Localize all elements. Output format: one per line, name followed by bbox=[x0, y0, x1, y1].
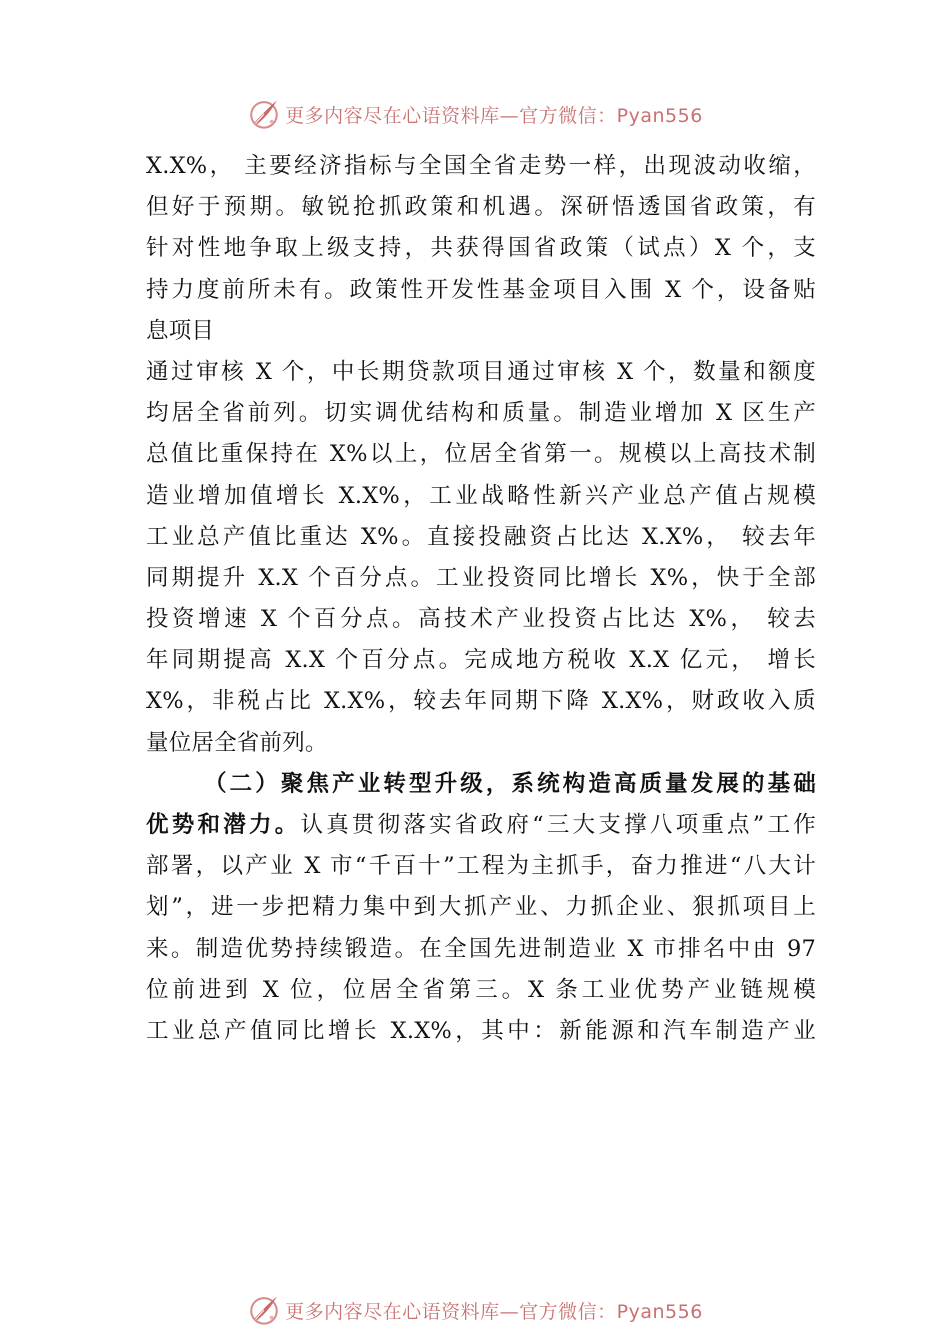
text-line: 通过审核 X 个，中长期贷款项目通过审核 X 个，数量和额度 bbox=[146, 358, 816, 385]
text-line: 总值比重保持在 X%以上，位居全省第一。规模以上高技术制 bbox=[146, 441, 816, 468]
text-line: 划”，进一步把精力集中到大抓产业、力抓企业、狠抓项目上 bbox=[146, 894, 816, 921]
quill-logo-icon bbox=[247, 1293, 281, 1327]
section-heading-tail: 优势和潜力。 bbox=[146, 812, 301, 838]
text-span: 认真贯彻落实省政府“三大支撑八项重点”工作 bbox=[300, 812, 816, 838]
watermark-wechat-id: Pyan556 bbox=[616, 1300, 703, 1323]
text-line: 但好于预期。敏锐抢抓政策和机遇。深研悟透国省政策，有 bbox=[146, 194, 816, 221]
text-line: 量位居全省前列。 bbox=[146, 729, 328, 756]
text-line: 同期提升 X.X 个百分点。工业投资同比增长 X%，快于全部 bbox=[146, 564, 816, 591]
text-line: 来。制造优势持续锻造。在全国先进制造业 X 市排名中由 97 bbox=[146, 935, 816, 962]
text-line: 工业总产值比重达 X%。直接投融资占比达 X.X%， 较去年 bbox=[146, 523, 816, 550]
text-line: 投资增速 X 个百分点。高技术产业投资占比达 X%， 较去 bbox=[146, 606, 816, 633]
text-line: 针对性地争取上级支持，共获得国省政策（试点）X 个，支 bbox=[146, 235, 816, 262]
text-line bbox=[146, 805, 816, 846]
text-line: 工业总产值同比增长 X.X%，其中：新能源和汽车制造产业 bbox=[146, 1017, 816, 1044]
text-line: 年同期提高 X.X 个百分点。完成地方税收 X.X 亿元， 增长 bbox=[146, 647, 816, 674]
text-line: 持力度前所未有。政策性开发性基金项目入围 X 个，设备贴 bbox=[146, 276, 816, 303]
text-line: X.X%， 主要经济指标与全国全省走势一样，出现波动收缩， bbox=[146, 153, 816, 179]
section-heading: （二）聚焦产业转型升级，系统构造高质量发展的基础 bbox=[204, 770, 816, 797]
text-line: X%，非税占比 X.X%，较去年同期下降 X.X%，财政收入质 bbox=[146, 688, 816, 715]
watermark-banner-top bbox=[0, 94, 950, 134]
quill-logo-icon bbox=[247, 97, 281, 131]
paragraph-1 bbox=[146, 146, 816, 352]
text-line: 部署，以产业 X 市“千百十”工程为主抓手，奋力推进“八大计 bbox=[146, 853, 816, 880]
text-line: 均居全省前列。切实调优结构和质量。制造业增加 X 区生产 bbox=[146, 400, 816, 427]
watermark-text: 更多内容尽在心语资料库—官方微信：Pyan556 bbox=[285, 1300, 703, 1323]
paragraph-2 bbox=[146, 352, 816, 764]
text-line: 位前进到 X 位，位居全省第三。X 条工业优势产业链规模 bbox=[146, 976, 816, 1003]
watermark-banner-bottom bbox=[0, 1290, 950, 1330]
text-line: 造业增加值增长 X.X%，工业战略性新兴产业总产值占规模 bbox=[146, 482, 816, 509]
document-body bbox=[146, 146, 816, 1052]
paragraph-3 bbox=[146, 764, 816, 1052]
watermark-wechat-id: Pyan556 bbox=[616, 104, 703, 127]
watermark-text: 更多内容尽在心语资料库—官方微信：Pyan556 bbox=[285, 104, 703, 127]
text-line: 息项目 bbox=[146, 317, 215, 344]
